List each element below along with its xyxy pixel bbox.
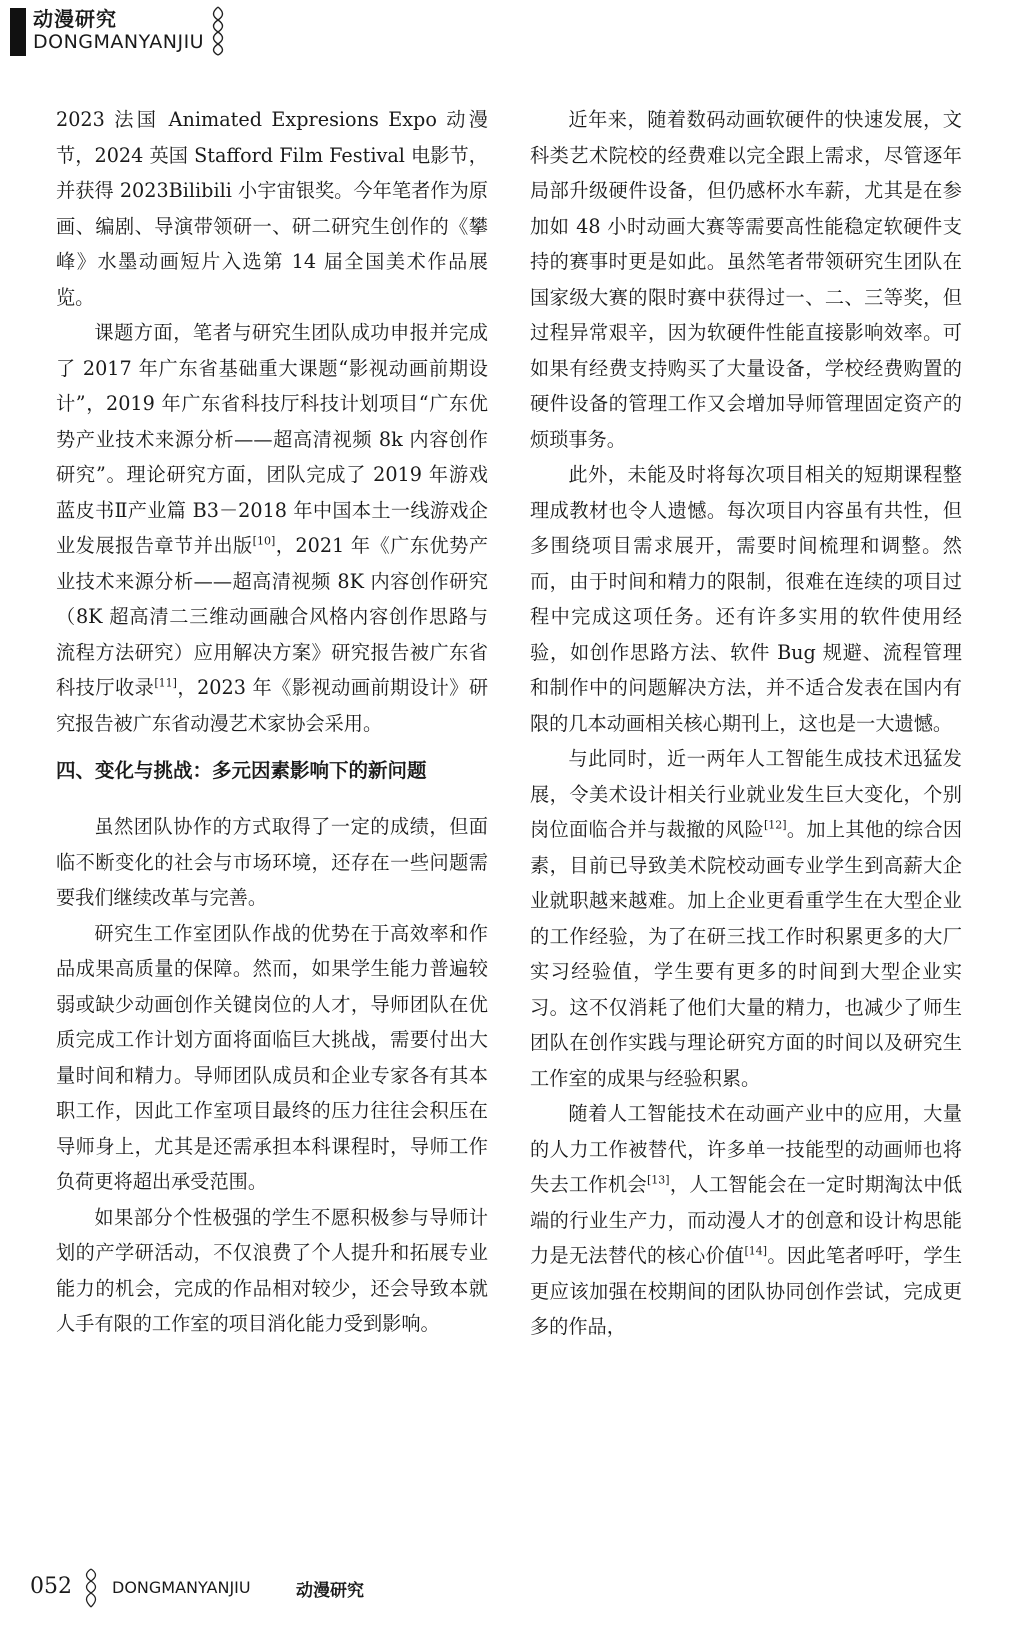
footer-journal-cn: 动漫研究 <box>296 1581 364 1601</box>
header-ornament-icon <box>211 6 225 56</box>
paragraph: 与此同时，近一两年人工智能生成技术迅猛发展，令美术设计相关行业就业发生巨大变化，个别岗位面临合并与裁撤的风险[12]。加上其他的综合因素，目前已导致美术院校动画专业学生到高薪大企业就职越来越难。加上企业更看重学生在大型企业的工作经验，为了在研三找工作时积累更多的大厂实习经验值，学生要有更多的时间到大型企业实习。这不仅消耗了他们大量的精力，也减少了师生团队在创作实践与理论研究方面的时间以及研究生工作室的成果与经验积累。 <box>530 747 963 1090</box>
citation[interactable]: [14] <box>744 1244 768 1258</box>
paragraph: 此外，未能及时将每次项目相关的短期课程整理成教材也令人遗憾。每次项目内容虽有共性，但多围绕项目需求展开，需要时间梳理和调整。然而，由于时间和精力的限制，很难在连续的项目过程中完成这项任务。还有许多实用的软件使用经验，如创作思路方法、软件 Bug 规避、流程管理和制作中的问题解决方法，并不适合发表在国内有限的几本动画相关核心期刊上，这也是一大遗憾。 <box>530 463 962 735</box>
journal-header <box>33 8 204 54</box>
right-column <box>530 102 962 1345</box>
header-bar <box>10 8 26 56</box>
journal-name-cn: 动漫研究 <box>33 7 117 31</box>
citation[interactable]: [10] <box>252 534 276 548</box>
paragraph: 2023 法国 Animated Expresions Expo 动漫节，2024 英国 Stafford Film Festival 电影节，并获得 2023Bilibili 小宇宙银奖。今年笔者作为原画、编剧、导演带领研一、研二研究生创作的《攀峰》水墨动画短片入选第 14 届全国美术作品展览。 <box>56 108 488 309</box>
paragraph: 研究生工作室团队作战的优势在于高效率和作品成果高质量的保障。然而，如果学生能力普遍较弱或缺少动画创作关键岗位的人才，导师团队在优质完成工作计划方面将面临巨大挑战，需要付出大量时间和精力。导师团队成员和企业专家各有其本职工作，因此工作室项目最终的压力往往会积压在导师身上，尤其是还需承担本科课程时，导师工作负荷更将超出承受范围。 <box>56 921 488 1193</box>
citation[interactable]: [13] <box>646 1173 670 1187</box>
paragraph: 虽然团队协作的方式取得了一定的成绩，但面临不断变化的社会与市场环境，还存在一些问题需要我们继续改革与完善。 <box>56 815 488 909</box>
section-heading: 四、变化与挑战：多元因素影响下的新问题 <box>56 759 427 782</box>
citation[interactable]: [11] <box>154 676 177 690</box>
footer-ornament-icon <box>84 1568 98 1608</box>
citation[interactable]: [12] <box>763 818 787 832</box>
page-number: 052 <box>30 1574 72 1599</box>
footer-journal-en: DONGMANYANJIU <box>112 1578 251 1597</box>
paragraph: 随着人工智能技术在动画产业中的应用，大量的人力工作被替代，许多单一技能型的动画师也将失去工作机会[13]，人工智能会在一定时期淘汰中低端的行业生产力，而动漫人才的创意和设计构思能力是无法替代的核心价值[14]。因此笔者呼吁，学生更应该加强在校期间的团队协同创作尝试，完成更多的作品， <box>530 1102 963 1338</box>
paragraph: 如果部分个性极强的学生不愿积极参与导师计划的产学研活动，不仅浪费了个人提升和拓展专业能力的机会，完成的作品相对较少，还会导致本就人手有限的工作室的项目消化能力受到影响。 <box>56 1205 488 1335</box>
paragraph: 课题方面，笔者与研究生团队成功申报并完成了 2017 年广东省基础重大课题“影视动画前期设计”，2019 年广东省科技厅科技计划项目“广东优势产业技术来源分析——超高清视频 8k 内容创作研究”。理论研究方面，团队完成了 2019 年游戏蓝皮书Ⅱ产业篇 B3－2018 年中国本土一线游戏企业发展报告章节并出版[10]，2021 年《广东优势产业技术来源分析——超高清视频 8K 内容创作研究（8K 超高清二三维动画融合风格内容创作思路与流程方法研究）应用解决方案》研究报告被广东省科技厅收录[11]，2023 年《影视动画前期设计》研究报告被广东省动漫艺术家协会采用。 <box>56 321 489 735</box>
left-column <box>56 102 488 1342</box>
paragraph: 近年来，随着数码动画软硬件的快速发展，文科类艺术院校的经费难以完全跟上需求，尽管逐年局部升级硬件设备，但仍感杯水车薪，尤其是在参加如 48 小时动画大赛等需要高性能稳定软硬件支持的赛事时更是如此。虽然笔者带领研究生团队在国家级大赛的限时赛中获得过一、二、三等奖，但过程异常艰辛，因为软硬件性能直接影响效率。可如果有经费支持购买了大量设备，学校经费购置的硬件设备的管理工作又会增加导师管理固定资产的烦琐事务。 <box>530 108 962 451</box>
journal-name-en: DONGMANYANJIU <box>33 31 205 53</box>
